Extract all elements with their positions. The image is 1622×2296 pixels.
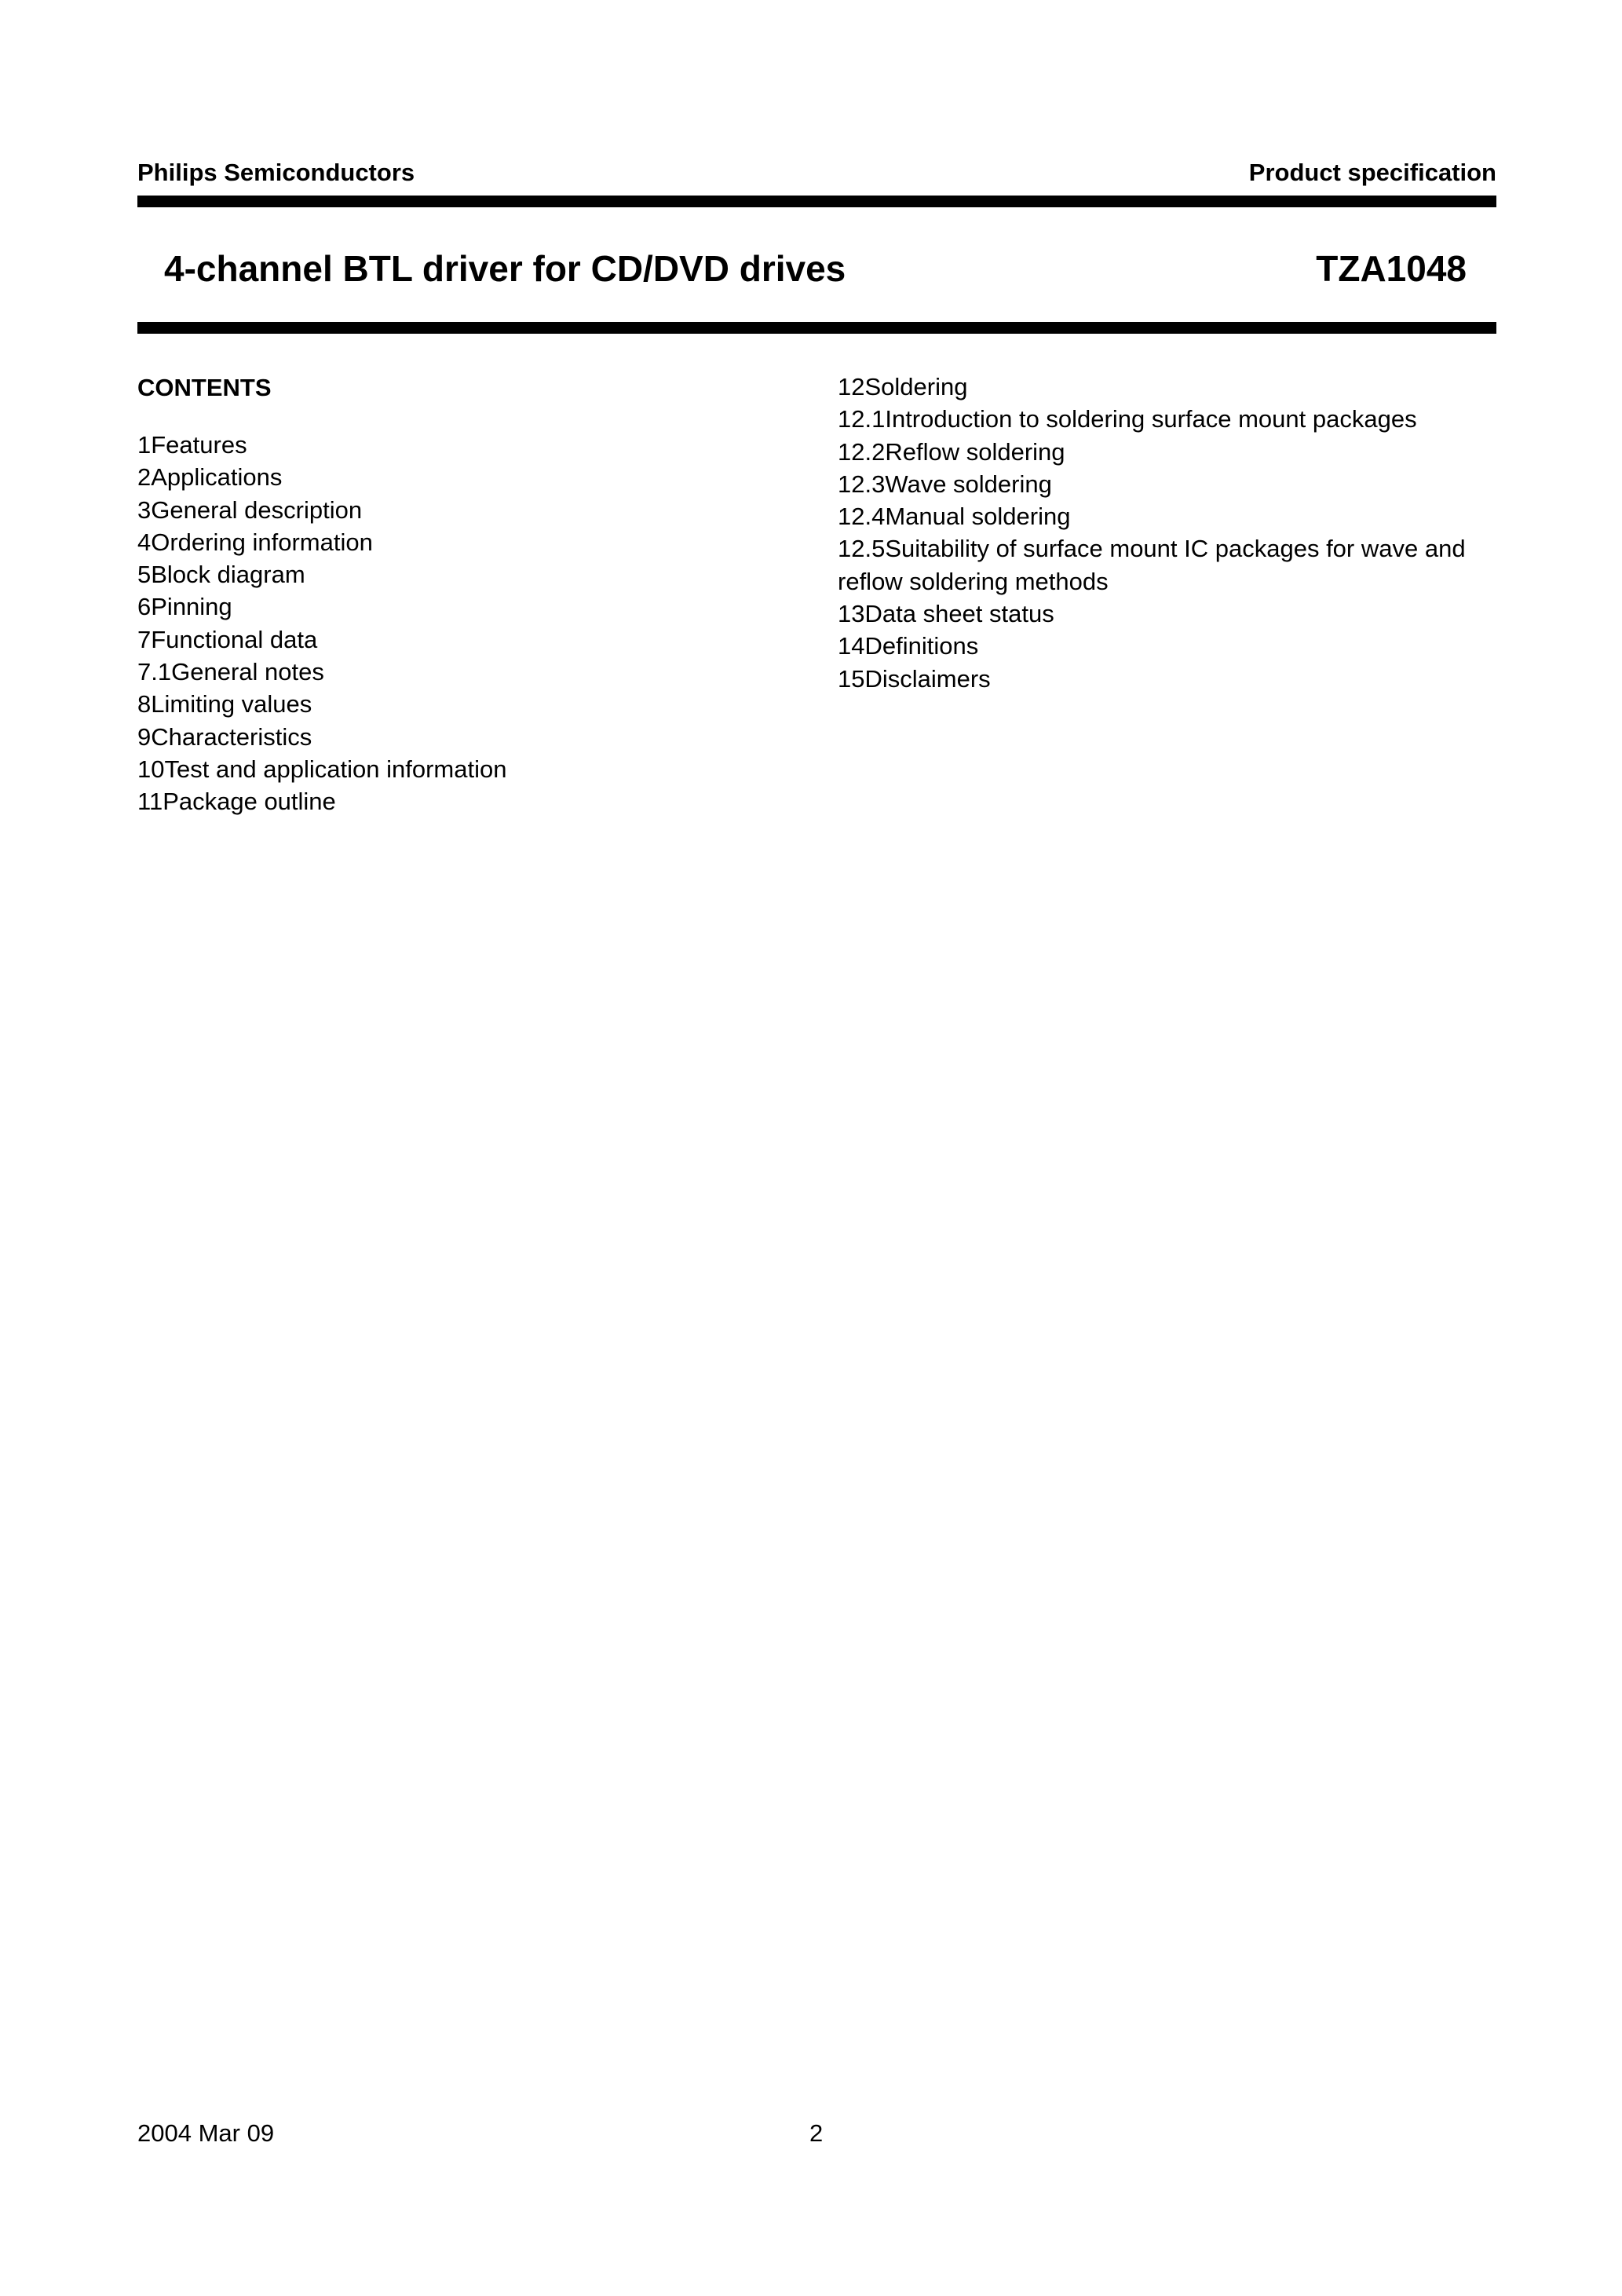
toc-item[interactable] — [838, 371, 1505, 403]
toc-title: Pinning — [151, 593, 232, 621]
toc-item[interactable] — [838, 663, 1505, 695]
toc-item[interactable] — [137, 494, 506, 526]
toc-title: Features — [151, 431, 247, 459]
toc-item[interactable] — [137, 656, 506, 688]
toc-number: 12.2 — [838, 437, 886, 466]
toc-title: Introduction to soldering surface mount packages — [885, 405, 1417, 433]
toc-number: 11 — [137, 788, 163, 816]
toc-number: 10 — [137, 755, 165, 783]
toc-item[interactable] — [137, 558, 506, 590]
title-rule — [137, 322, 1496, 334]
toc-title: Test and application information — [164, 755, 507, 783]
toc-item[interactable] — [838, 436, 1505, 468]
footer-date: 2004 Mar 09 — [137, 2119, 275, 2147]
toc-title: Applications — [151, 463, 283, 492]
toc-item[interactable] — [838, 403, 1505, 435]
product-code: TZA1048 — [1316, 248, 1467, 289]
toc-item[interactable] — [137, 461, 506, 493]
toc-item[interactable] — [838, 598, 1505, 630]
toc-number: 12.5 — [838, 535, 886, 563]
toc-number: 12.1 — [838, 405, 886, 433]
toc-title: Definitions — [864, 632, 979, 660]
page-title: 4-channel BTL driver for CD/DVD drives — [164, 248, 846, 289]
toc-title: Functional data — [151, 625, 318, 653]
toc-number: 12.4 — [838, 503, 886, 531]
toc-list-right — [838, 371, 1505, 695]
toc-title: Wave soldering — [885, 470, 1052, 498]
header-company: Philips Semiconductors — [137, 159, 415, 186]
toc-list-left — [137, 429, 506, 818]
toc-number: 13 — [838, 600, 865, 628]
toc-number: 2 — [137, 463, 152, 492]
toc-item[interactable] — [838, 630, 1505, 662]
toc-title: Block diagram — [151, 561, 305, 589]
header-rule — [137, 196, 1496, 207]
toc-item[interactable] — [137, 590, 506, 623]
toc-number: 12 — [838, 373, 865, 400]
page-number: 2 — [809, 2119, 824, 2147]
toc-title: Package outline — [163, 788, 336, 816]
toc-title: Characteristics — [151, 722, 312, 751]
toc-title: Soldering — [864, 373, 968, 400]
toc-title: General description — [151, 495, 363, 524]
toc-number: 7 — [137, 625, 152, 653]
toc-title: Disclaimers — [864, 664, 991, 693]
toc-number: 7.1 — [137, 658, 172, 686]
toc-item[interactable] — [137, 721, 506, 753]
toc-item[interactable] — [137, 526, 506, 558]
toc-item[interactable] — [137, 623, 506, 656]
toc-item[interactable] — [137, 753, 506, 785]
toc-title: Suitability of surface mount IC packages for wave and reflow soldering methods — [838, 535, 1466, 595]
toc-item[interactable] — [838, 468, 1505, 500]
toc-title: Ordering information — [151, 528, 373, 556]
toc-number: 15 — [838, 664, 865, 693]
toc-title: Reflow soldering — [885, 437, 1065, 466]
toc-item[interactable] — [838, 532, 1505, 598]
toc-item[interactable] — [137, 429, 506, 461]
toc-number: 14 — [838, 632, 865, 660]
toc-item[interactable] — [838, 500, 1505, 532]
toc-number: 9 — [137, 722, 152, 751]
toc-number: 1 — [137, 431, 152, 459]
toc-number: 6 — [137, 593, 152, 621]
toc-item[interactable] — [137, 688, 506, 720]
toc-title: General notes — [171, 658, 324, 686]
toc-title: Manual soldering — [885, 503, 1071, 531]
toc-title: Limiting values — [151, 690, 312, 718]
toc-number: 3 — [137, 495, 152, 524]
toc-number: 8 — [137, 690, 152, 718]
toc-number: 5 — [137, 561, 152, 589]
contents-heading: CONTENTS — [137, 374, 272, 401]
toc-item[interactable] — [137, 785, 506, 817]
toc-title: Data sheet status — [864, 600, 1054, 628]
toc-number: 4 — [137, 528, 152, 556]
header-doc-type: Product specification — [1248, 159, 1496, 186]
toc-number: 12.3 — [838, 470, 886, 498]
